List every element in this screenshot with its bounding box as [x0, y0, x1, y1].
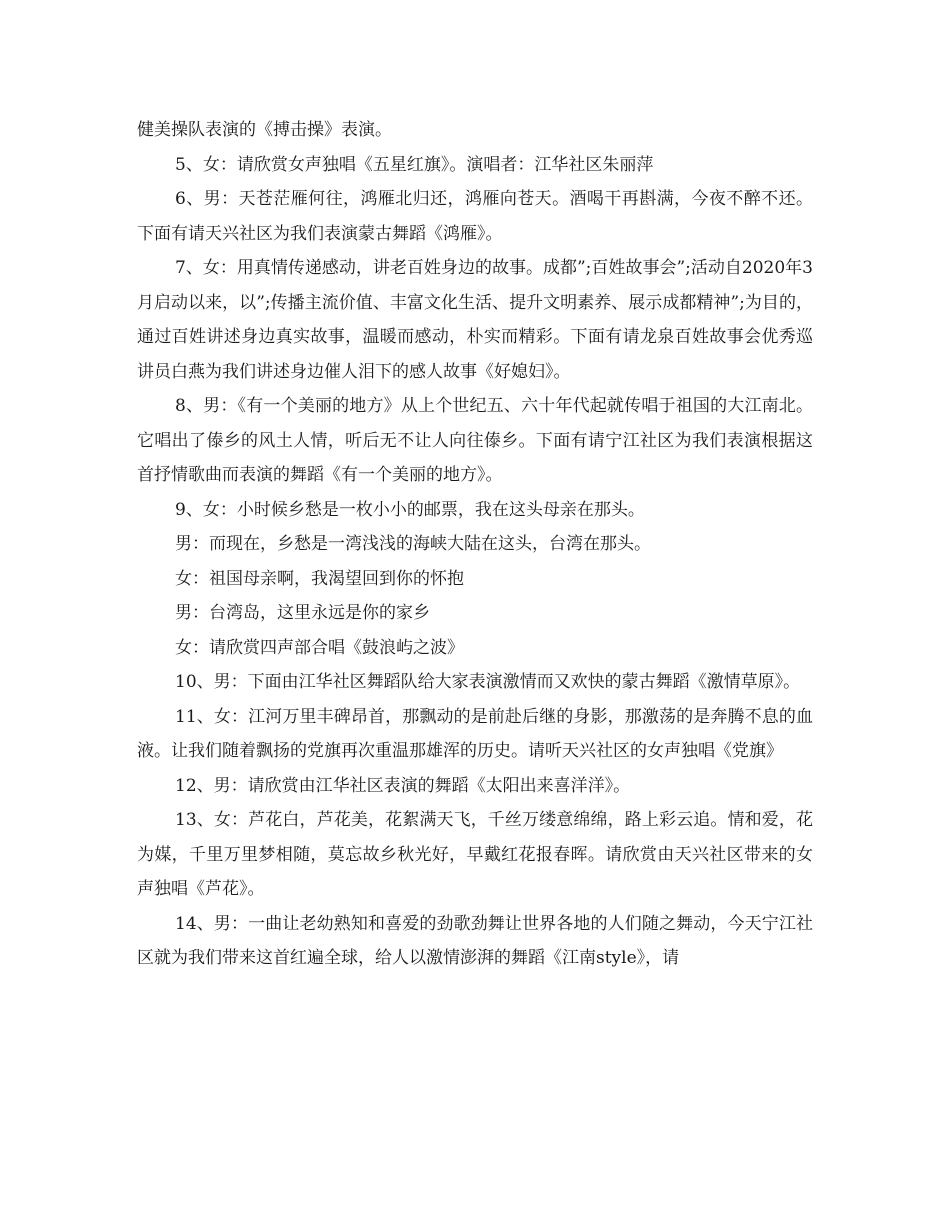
paragraph-item-11: 11、女：江河万里丰碑昂首，那飘动的是前赴后继的身影，那激荡的是奔腾不息的血液。让我们随着飘扬的党旗再次重温那雄浑的历史。请听天兴社区的女声独唱《党旗》: [137, 706, 813, 761]
paragraph-dialogue-female-2: 女：请欣赏四声部合唱《鼓浪屿之波》: [175, 637, 464, 658]
paragraph-item-12: 12、男：请欣赏由江华社区表演的舞蹈《太阳出来喜洋洋》。: [175, 775, 631, 796]
paragraph-item-14: 14、男：一曲让老幼熟知和喜爱的劲歌劲舞让世界各地的人们随之舞动，今天宁江社区就为我们带来这首红遍全球，给人以激情澎湃的舞蹈《江南style》，请: [137, 913, 813, 968]
paragraph-item-5: 5、女：请欣赏女声独唱《五星红旗》。演唱者：江华社区朱丽萍: [175, 154, 654, 175]
paragraph-dialogue-male: 男：而现在，乡愁是一湾浅浅的海峡大陆在这头，台湾在那头。: [175, 534, 651, 554]
paragraph-item-13: 13、女：芦花白，芦花美，花絮满天飞，千丝万缕意绵绵，路上彩云追。情和爱，花为媒，千里万里梦相随，莫忘故乡秋光好，早戴红花报春晖。请欣赏由天兴社区带来的女声独唱《芦花》。: [137, 810, 813, 899]
paragraph-item-8: 8、男：《有一个美丽的地方》从上个世纪五、六十年代起就传唱于祖国的大江南北。它唱出了傣乡的风土人情，听后无不让人向往傣乡。下面有请宁江社区为我们表演根据这首抒情歌曲而表演的舞蹈《有一个美丽的地方》。: [137, 396, 813, 485]
paragraph-continuation: 健美操队表演的《搏击操》表演。: [137, 120, 392, 140]
paragraph-item-7: 7、女：用真情传递感动，讲老百姓身边的故事。成都”;百姓故事会”;活动自2020年3月启动以来，以”;传播主流价值、丰富文化生活、提升文明素养、展示成都精神”;为目的，通过百姓讲述身边真实故事，温暖而感动，朴实而精彩。下面有请龙泉百姓故事会优秀巡讲员白燕为我们讲述身边催人泪下的感人故事《好媳妇》。: [137, 258, 813, 382]
paragraph-dialogue-female: 女：祖国母亲啊，我渴望回到你的怀抱: [175, 568, 464, 589]
paragraph-dialogue-male-2: 男：台湾岛，这里永远是你的家乡: [175, 603, 430, 623]
paragraph-item-6: 6、男：天苍茫雁何往，鸿雁北归还，鸿雁向苍天。酒喝干再斟满，今夜不醉不还。下面有请天兴社区为我们表演蒙古舞蹈《鸿雁》。: [137, 189, 813, 244]
paragraph-item-10: 10、男：下面由江华社区舞蹈队给大家表演激情而又欢快的蒙古舞蹈《激情草原》。: [175, 672, 801, 692]
document-body: [137, 113, 813, 976]
paragraph-item-9: 9、女：小时候乡愁是一枚小小的邮票，我在这头母亲在那头。: [175, 499, 645, 520]
